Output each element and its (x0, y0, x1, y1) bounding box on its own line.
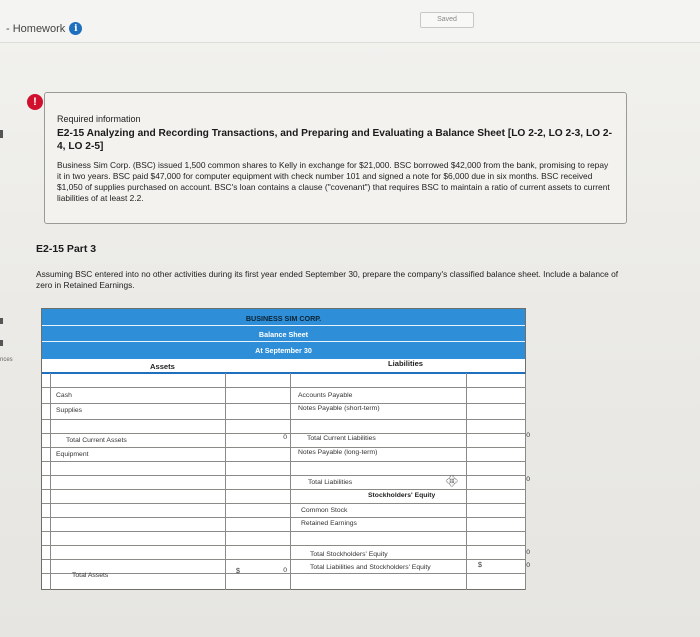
header-divider (42, 372, 525, 374)
statement-name: Balance Sheet (258, 330, 309, 339)
saved-indicator: Saved (420, 12, 474, 28)
assets-header: Assets (150, 362, 175, 371)
total-liabilities-equity-value: 0 (526, 562, 530, 569)
part-title: E2-15 Part 3 (36, 243, 97, 255)
info-icon[interactable]: i (69, 22, 82, 35)
company-name: BUSINESS SIM CORP. (245, 314, 322, 323)
liabilities-header: Liabilities (388, 359, 424, 368)
sidebar-partial-text: nces (0, 357, 13, 363)
notes-payable-short-label: Notes Payable (short-term) (298, 405, 380, 412)
retained-earnings-label: Retained Earnings (301, 520, 357, 527)
stockholders-equity-header: Stockholders' Equity (368, 492, 436, 499)
part-instruction: Assuming BSC entered into no other activities during its first year ended September 30, prepare the company's classified balance sheet. Include a balance of zero in Retained Earnings. (36, 269, 619, 290)
homework-breadcrumb[interactable] (6, 22, 82, 35)
required-information-box (44, 92, 627, 224)
table-right-edge (525, 374, 530, 590)
gutter-mark (0, 130, 3, 138)
statement-date: At September 30 (255, 346, 312, 355)
total-liabilities-equity-currency: $ (478, 562, 482, 569)
total-current-liabilities-value: 0 (526, 432, 530, 439)
common-stock-label: Common Stock (301, 507, 348, 514)
exercise-title: E2-15 Analyzing and Recording Transactions, and Preparing and Evaluating a Balance Sheet [LO 2-2, LO 2-3, LO 2-4, LO 2-5] (57, 128, 612, 152)
required-information-label: Required information (57, 114, 141, 124)
total-current-liabilities-label: Total Current Liabilities (307, 435, 376, 442)
total-stockholders-equity-label: Total Stockholders' Equity (310, 551, 388, 558)
move-cursor-icon: ✥ (446, 473, 458, 489)
supplies-label: Supplies (56, 407, 83, 414)
total-liabilities-label: Total Liabilities (308, 479, 353, 486)
equipment-label: Equipment (56, 451, 89, 458)
total-current-assets-value: 0 (283, 434, 287, 441)
total-assets-value: 0 (283, 567, 287, 574)
total-stockholders-equity-value: 0 (526, 549, 530, 556)
alert-icon: ! (27, 94, 43, 110)
cash-label: Cash (56, 392, 72, 399)
gutter-mark (0, 318, 3, 324)
balance-sheet-header (42, 309, 525, 360)
total-assets-label: Total Assets (72, 572, 109, 579)
exercise-description: Business Sim Corp. (BSC) issued 1,500 common shares to Kelly in exchange for $21,000. BSC borrowed $42,000 from the bank, promising to repay it in two years. BSC paid $47,000 for computer equipment with check number 101 and signed a note for $6,000 due in six months. BSC received $1,050 of supplies purchased on account. BSC's loan contains a clause ("covenant") that requires BSC to maintain a ratio of current assets to current liabilities of at least 2.2. (57, 160, 610, 203)
total-assets-currency: $ (236, 568, 240, 575)
total-liabilities-equity-label: Total Liabilities and Stockholders' Equity (310, 564, 431, 571)
top-bar (0, 0, 700, 43)
balance-sheet-table (41, 308, 530, 590)
homework-label: - Homework (6, 22, 66, 35)
gutter-mark (0, 340, 3, 346)
total-current-assets-label: Total Current Assets (66, 437, 127, 444)
notes-payable-long-label: Notes Payable (long-term) (298, 449, 378, 456)
accounts-payable-label: Accounts Payable (298, 392, 353, 399)
total-liabilities-value: 0 (526, 476, 530, 483)
